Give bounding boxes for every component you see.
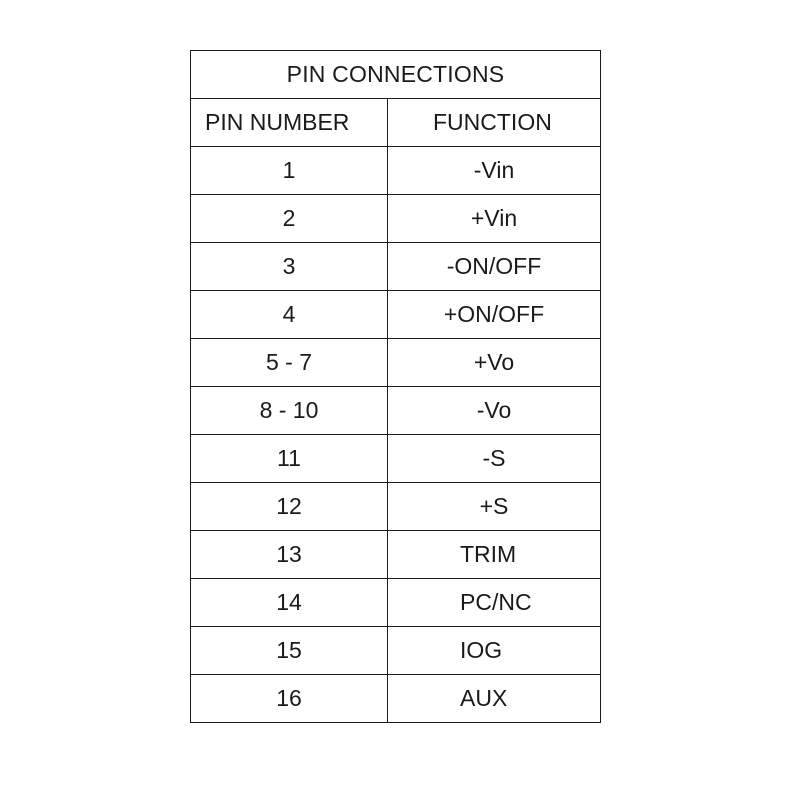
function-cell: -Vin <box>388 147 601 195</box>
table-row <box>191 627 601 675</box>
function-cell: -S <box>388 435 601 483</box>
pin-number-cell: 5 - 7 <box>191 339 388 387</box>
pin-number-cell: 12 <box>191 483 388 531</box>
pin-number-cell: 3 <box>191 243 388 291</box>
pin-number-cell: 2 <box>191 195 388 243</box>
pin-number-cell: 16 <box>191 675 388 723</box>
table-row <box>191 579 601 627</box>
function-cell: +ON/OFF <box>388 291 601 339</box>
pin-number-cell: 15 <box>191 627 388 675</box>
pin-connections-table <box>190 50 601 723</box>
table-title-row <box>191 51 601 99</box>
function-cell: AUX <box>388 675 601 723</box>
function-cell: +Vin <box>388 195 601 243</box>
function-cell: +Vo <box>388 339 601 387</box>
table-row <box>191 147 601 195</box>
table-row <box>191 675 601 723</box>
table-row <box>191 291 601 339</box>
pin-number-cell: 11 <box>191 435 388 483</box>
function-cell: -ON/OFF <box>388 243 601 291</box>
table-header-row <box>191 99 601 147</box>
table-row <box>191 195 601 243</box>
table-row <box>191 483 601 531</box>
pin-number-cell: 13 <box>191 531 388 579</box>
table-row <box>191 339 601 387</box>
function-cell: PC/NC <box>388 579 601 627</box>
column-header-pin-number: PIN NUMBER <box>191 99 388 147</box>
table-row <box>191 387 601 435</box>
table-row <box>191 243 601 291</box>
pin-number-cell: 8 - 10 <box>191 387 388 435</box>
table-title: PIN CONNECTIONS <box>191 51 601 99</box>
pin-number-cell: 1 <box>191 147 388 195</box>
pin-number-cell: 4 <box>191 291 388 339</box>
function-cell: TRIM <box>388 531 601 579</box>
table-row <box>191 531 601 579</box>
table-row <box>191 435 601 483</box>
function-cell: -Vo <box>388 387 601 435</box>
function-cell: +S <box>388 483 601 531</box>
column-header-function: FUNCTION <box>388 99 601 147</box>
pin-number-cell: 14 <box>191 579 388 627</box>
function-cell: IOG <box>388 627 601 675</box>
